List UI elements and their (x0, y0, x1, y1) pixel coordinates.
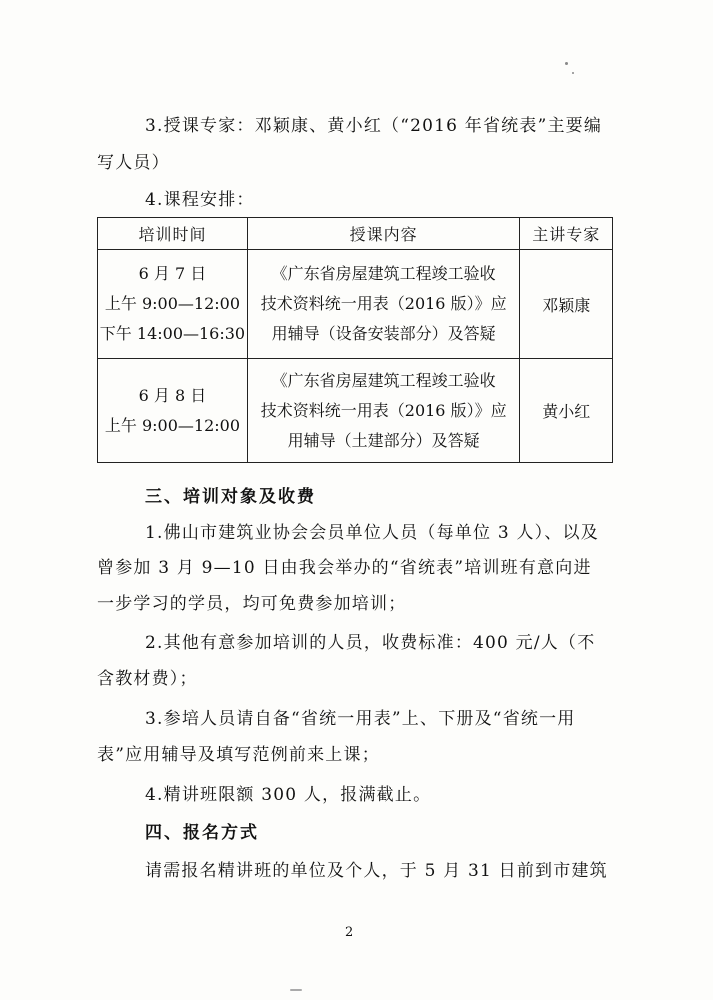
time-line: 6 月 7 日 (138, 264, 207, 283)
content-line: 用辅导（土建部分）及答疑 (287, 430, 480, 450)
table-header-cell: 主讲专家 (520, 218, 613, 250)
paragraph-schedule-label: 4.课程安排： (145, 190, 255, 210)
content-cell (247, 250, 520, 359)
content-line: 技术资料统一用表（2016 版）》应 (260, 400, 507, 420)
expert-cell: 黄小红 (520, 359, 613, 463)
content-line: 《广东省房屋建筑工程竣工验收 (271, 264, 496, 283)
paragraph-materials-line1: 3.参培人员请自备“省统一用表”上、下册及“省统一用 (145, 709, 576, 729)
time-line: 上午 9:00—12:00 (104, 294, 241, 313)
table-row (98, 359, 613, 463)
table-header-row (98, 218, 613, 250)
paragraph-instructors-line1: 3.授课专家：邓颖康、黄小红（“2016 年省统表”主要编 (145, 116, 603, 136)
schedule-table (97, 217, 613, 463)
paragraph-members-line1: 1.佛山市建筑业协会会员单位人员（每单位 3 人）、以及 (145, 523, 599, 543)
scan-speck (290, 989, 302, 991)
time-line: 上午 9:00—12:00 (104, 415, 241, 435)
scan-speck (572, 72, 574, 74)
scan-speck (565, 62, 568, 65)
paragraph-members-line3: 一步学习的学员，均可免费参加培训； (97, 594, 407, 614)
content-line: 用辅导（设备安装部分）及答疑 (271, 324, 496, 343)
table-header-cell: 授课内容 (247, 218, 520, 250)
paragraph-members-line2: 曾参加 3 月 9—10 日由我会举办的“省统表”培训班有意向进 (97, 558, 592, 578)
time-line: 6 月 8 日 (138, 385, 207, 405)
paragraph-instructors-line2: 写人员） (97, 153, 170, 173)
paragraph-fee-line1: 2.其他有意参加培训的人员，收费标准：400 元/人（不 (145, 633, 596, 653)
time-cell (98, 250, 248, 359)
table-row (98, 250, 613, 359)
paragraph-fee-line2: 含教材费）； (97, 669, 198, 689)
paragraph-quota: 4.精讲班限额 300 人，报满截止。 (145, 785, 432, 805)
time-cell (98, 359, 248, 463)
expert-cell: 邓颖康 (520, 250, 613, 359)
section-heading-registration: 四、报名方式 (145, 823, 259, 843)
page-number: 2 (345, 925, 354, 940)
time-line: 下午 14:00—16:30 (99, 324, 246, 343)
paragraph-registration: 请需报名精讲班的单位及个人，于 5 月 31 日前到市建筑 (145, 861, 608, 881)
paragraph-materials-line2: 表”应用辅导及填写范例前来上课； (97, 745, 380, 765)
section-heading-trainees-fees: 三、培训对象及收费 (145, 487, 316, 507)
table-header-cell: 培训时间 (98, 218, 248, 250)
content-cell (247, 359, 520, 463)
content-line: 《广东省房屋建筑工程竣工验收 (271, 370, 496, 390)
content-line: 技术资料统一用表（2016 版）》应 (260, 294, 507, 313)
